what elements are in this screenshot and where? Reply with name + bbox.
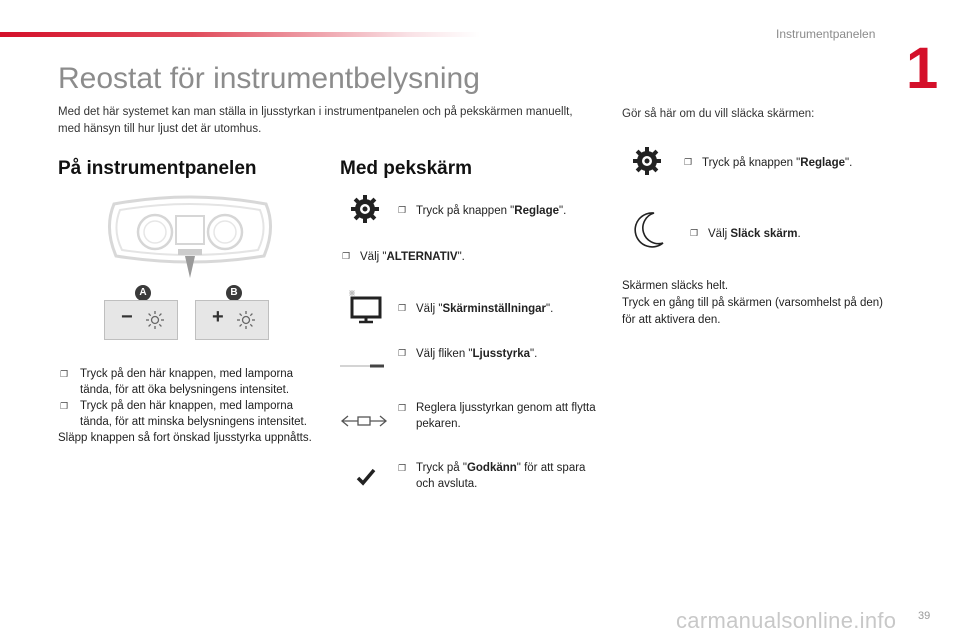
minus-icon: − xyxy=(121,306,133,328)
step-adjust-slider: ❐ Reglera ljusstyrkan genom att flytta pekaren. xyxy=(398,402,596,430)
instrument-panel-instructions xyxy=(58,366,316,446)
sun-icon xyxy=(236,310,256,335)
reactivate-text: Tryck en gång till på skärmen (varsomhelst på den) för att aktivera den. xyxy=(622,297,883,326)
gear-icon xyxy=(350,194,380,229)
section-name: Instrumentpanelen xyxy=(776,27,876,41)
dim-down-button[interactable] xyxy=(104,300,178,340)
step-screen-settings: ❐ Välj "Skärminställningar". xyxy=(398,303,554,315)
step-controls: ❐ Tryck på knappen "Reglage". xyxy=(398,205,567,217)
list-item: ❐ Tryck på den här knappen, med lamporna tända, för att minska belysningens intensitet. xyxy=(60,400,307,428)
intro-text: Med det här systemet kan man ställa in ljusstyrkan i instrumentpanelen och på pekskärmen manuellt, med hänsyn till hur ljust det är utomhus. xyxy=(58,106,573,135)
dim-up-button[interactable] xyxy=(195,300,269,340)
screen-off-info xyxy=(622,278,892,329)
step-alternatives: ❐ Välj "ALTERNATIV". xyxy=(342,251,465,263)
chapter-number: 1 xyxy=(906,36,939,101)
slider-icon xyxy=(340,414,388,433)
screen-off-text: Skärmen släcks helt. xyxy=(622,280,729,292)
step-brightness-tab: ❐ Välj fliken "Ljusstyrka". xyxy=(398,348,538,360)
page-number: 39 xyxy=(918,610,931,622)
instrument-panel-illustration xyxy=(100,194,280,291)
header-accent-bar xyxy=(0,32,480,37)
step-confirm: ❐ Tryck på "Godkänn" för att spara och avsluta. xyxy=(398,462,586,490)
sun-icon xyxy=(145,310,165,335)
step-screen-off: ❐ Välj Släck skärm. xyxy=(690,228,801,240)
checkmark-icon xyxy=(356,468,376,491)
gear-icon xyxy=(632,146,662,181)
button-b-marker: B xyxy=(226,285,242,301)
step-off-controls: ❐ Tryck på knappen "Reglage". xyxy=(684,157,853,169)
heading-touchscreen: Med pekskärm xyxy=(340,158,473,179)
right-intro-text: Gör så här om du vill släcka skärmen: xyxy=(622,108,815,120)
list-item: ❐ Tryck på den här knappen, med lamporna tända, för att öka belysningens intensitet. xyxy=(60,368,294,396)
tab-underline-icon xyxy=(340,357,386,375)
plus-icon: + xyxy=(212,306,224,328)
heading-instrument-panel: På instrumentpanelen xyxy=(58,158,257,179)
release-note: Släpp knappen så fort önskad ljusstyrka uppnåtts. xyxy=(58,432,312,444)
screen-settings-icon xyxy=(344,288,384,329)
button-a-marker: A xyxy=(135,285,151,301)
moon-icon xyxy=(632,210,666,255)
watermark: carmanualsonline.info xyxy=(676,608,897,633)
page-title: Reostat för instrumentbelysning xyxy=(58,62,480,95)
